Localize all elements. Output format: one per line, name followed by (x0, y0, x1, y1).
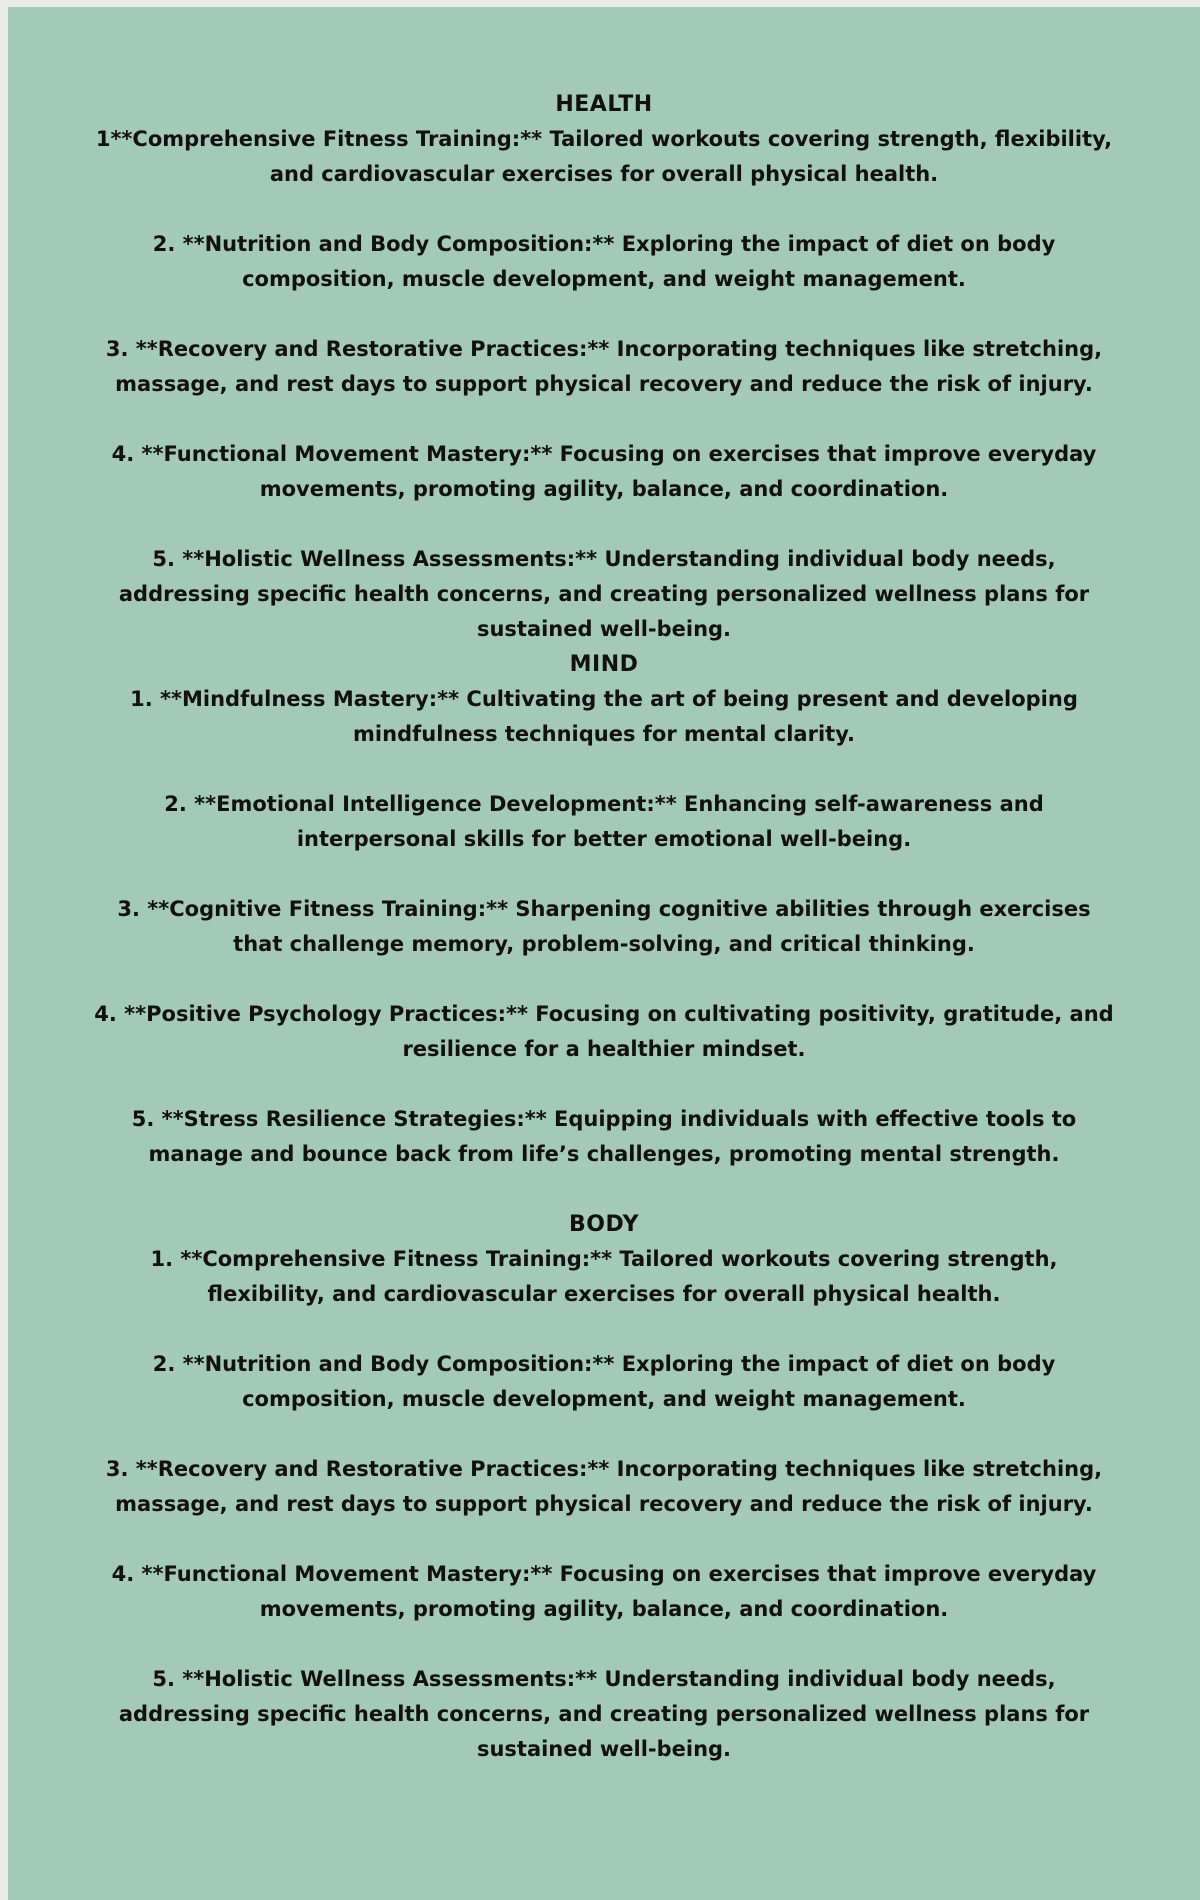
body-item-4: 4. **Functional Movement Mastery:** Focusing on exercises that improve everyday movements, promoting agility, balance, and coordination. (111, 1562, 1097, 1621)
health-item-3: 3. **Recovery and Restorative Practices:** Incorporating techniques like stretching, massage, and rest days to support physical recovery and reduce the risk of injury. (105, 337, 1103, 396)
health-item-1: 1**Comprehensive Fitness Training:** Tailored workouts covering strength, flexibility, and cardiovascular exercises for overall physical health. (95, 127, 1113, 186)
section-heading-mind: MIND (569, 652, 639, 677)
health-item-2: 2. **Nutrition and Body Composition:** Exploring the impact of diet on body composition, muscle development, and weight management. (152, 232, 1056, 291)
mind-item-4: 4. **Positive Psychology Practices:** Focusing on cultivating positivity, gratitude, and resilience for a healthier mindset. (94, 1002, 1114, 1061)
section-mind (94, 647, 1114, 1172)
body-item-1: 1. **Comprehensive Fitness Training:** Tailored workouts covering strength, flexibility, and cardiovascular exercises for overall physical health. (150, 1247, 1058, 1306)
body-item-3: 3. **Recovery and Restorative Practices:** Incorporating techniques like stretching, massage, and rest days to support physical recovery and reduce the risk of injury. (105, 1457, 1103, 1516)
mind-item-1: 1. **Mindfulness Mastery:** Cultivating the art of being present and developing mindfulness techniques for mental clarity. (130, 687, 1078, 746)
mind-item-2: 2. **Emotional Intelligence Development:** Enhancing self-awareness and interpersonal skills for better emotional well-being. (164, 792, 1044, 851)
section-body (94, 1207, 1114, 1767)
section-heading-health: HEALTH (555, 92, 653, 117)
health-item-4: 4. **Functional Movement Mastery:** Focusing on exercises that improve everyday movements, promoting agility, balance, and coordination. (111, 442, 1097, 501)
content-column (94, 87, 1114, 1767)
mind-item-5: 5. **Stress Resilience Strategies:** Equipping individuals with effective tools to manage and bounce back from life’s challenges, promoting mental strength. (131, 1107, 1077, 1166)
body-item-2: 2. **Nutrition and Body Composition:** Exploring the impact of diet on body composition, muscle development, and weight management. (152, 1352, 1056, 1411)
section-heading-body: BODY (568, 1212, 640, 1237)
health-item-5: 5. **Holistic Wellness Assessments:** Understanding individual body needs, addressing specific health concerns, and creating personalized wellness plans for sustained well-being. (118, 547, 1090, 641)
document-page (8, 7, 1200, 1900)
section-health (94, 87, 1114, 647)
body-item-5: 5. **Holistic Wellness Assessments:** Understanding individual body needs, addressing specific health concerns, and creating personalized wellness plans for sustained well-being. (118, 1667, 1090, 1761)
mind-item-3: 3. **Cognitive Fitness Training:** Sharpening cognitive abilities through exercises that challenge memory, problem-solving, and critical thinking. (117, 897, 1091, 956)
